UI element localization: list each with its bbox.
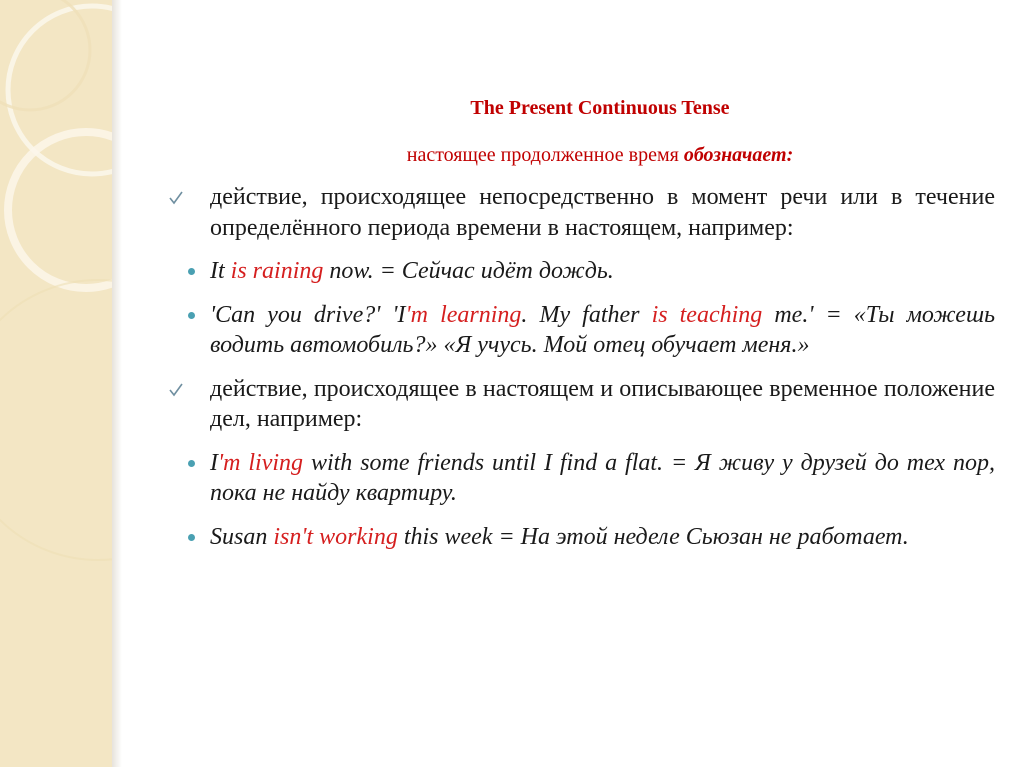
slide-content	[165, 182, 995, 565]
example-text: me.' = «Ты можешь водить автомобиль?» «Я учусь. Мой отец обучает меня.»	[210, 301, 995, 358]
side-panel-shadow	[112, 0, 122, 767]
check-icon	[165, 380, 187, 400]
verb-highlight: is raining	[230, 258, 324, 284]
example-text: now. = Сейчас идёт дождь.	[323, 258, 614, 284]
decorative-circles	[0, 0, 112, 767]
slide-subtitle	[205, 144, 995, 167]
subtitle-emphasis: обозначает:	[683, 144, 794, 166]
verb-highlight: 'm learning	[405, 301, 522, 328]
bullet-icon	[188, 534, 195, 541]
list-item-example-3	[165, 448, 995, 509]
list-item-example-2	[165, 300, 995, 361]
list-item-definition-1	[165, 182, 995, 243]
verb-highlight: is teaching	[651, 301, 763, 328]
item-text	[210, 448, 995, 509]
example-text: . My father	[521, 301, 652, 328]
item-text: действие, происходящее в настоящем и описывающее временное положение дел, например:	[210, 375, 995, 432]
example-text: It	[210, 258, 231, 284]
example-text: I	[210, 449, 218, 476]
item-text: действие, происходящее непосредственно в момент речи или в течение определённого периода времени в настоящем, например:	[210, 184, 995, 241]
subtitle-text: настоящее продолженное время	[406, 144, 684, 166]
list-item-example-1	[165, 256, 995, 287]
item-text	[210, 256, 995, 287]
slide-title: The Present Continuous Tense	[470, 97, 730, 119]
item-text	[210, 522, 995, 553]
check-icon	[165, 188, 187, 208]
example-text: 'Can you drive?' 'I	[210, 301, 406, 328]
side-decoration-panel	[0, 0, 112, 767]
bullet-icon	[188, 460, 195, 467]
bullet-icon	[188, 268, 195, 275]
verb-highlight: 'm living	[218, 449, 304, 476]
example-text: this week = На этой неделе Сьюзан не работает.	[397, 523, 909, 550]
item-text	[210, 300, 995, 361]
example-text: with some friends until I find a flat. = Я живу у друзей до тех пор, пока не найду квартиру.	[210, 449, 996, 506]
example-text: Susan	[210, 523, 274, 550]
verb-highlight: isn't working	[273, 523, 398, 550]
bullet-icon	[188, 312, 195, 319]
list-item-definition-2	[165, 374, 995, 435]
list-item-example-4	[165, 522, 995, 553]
